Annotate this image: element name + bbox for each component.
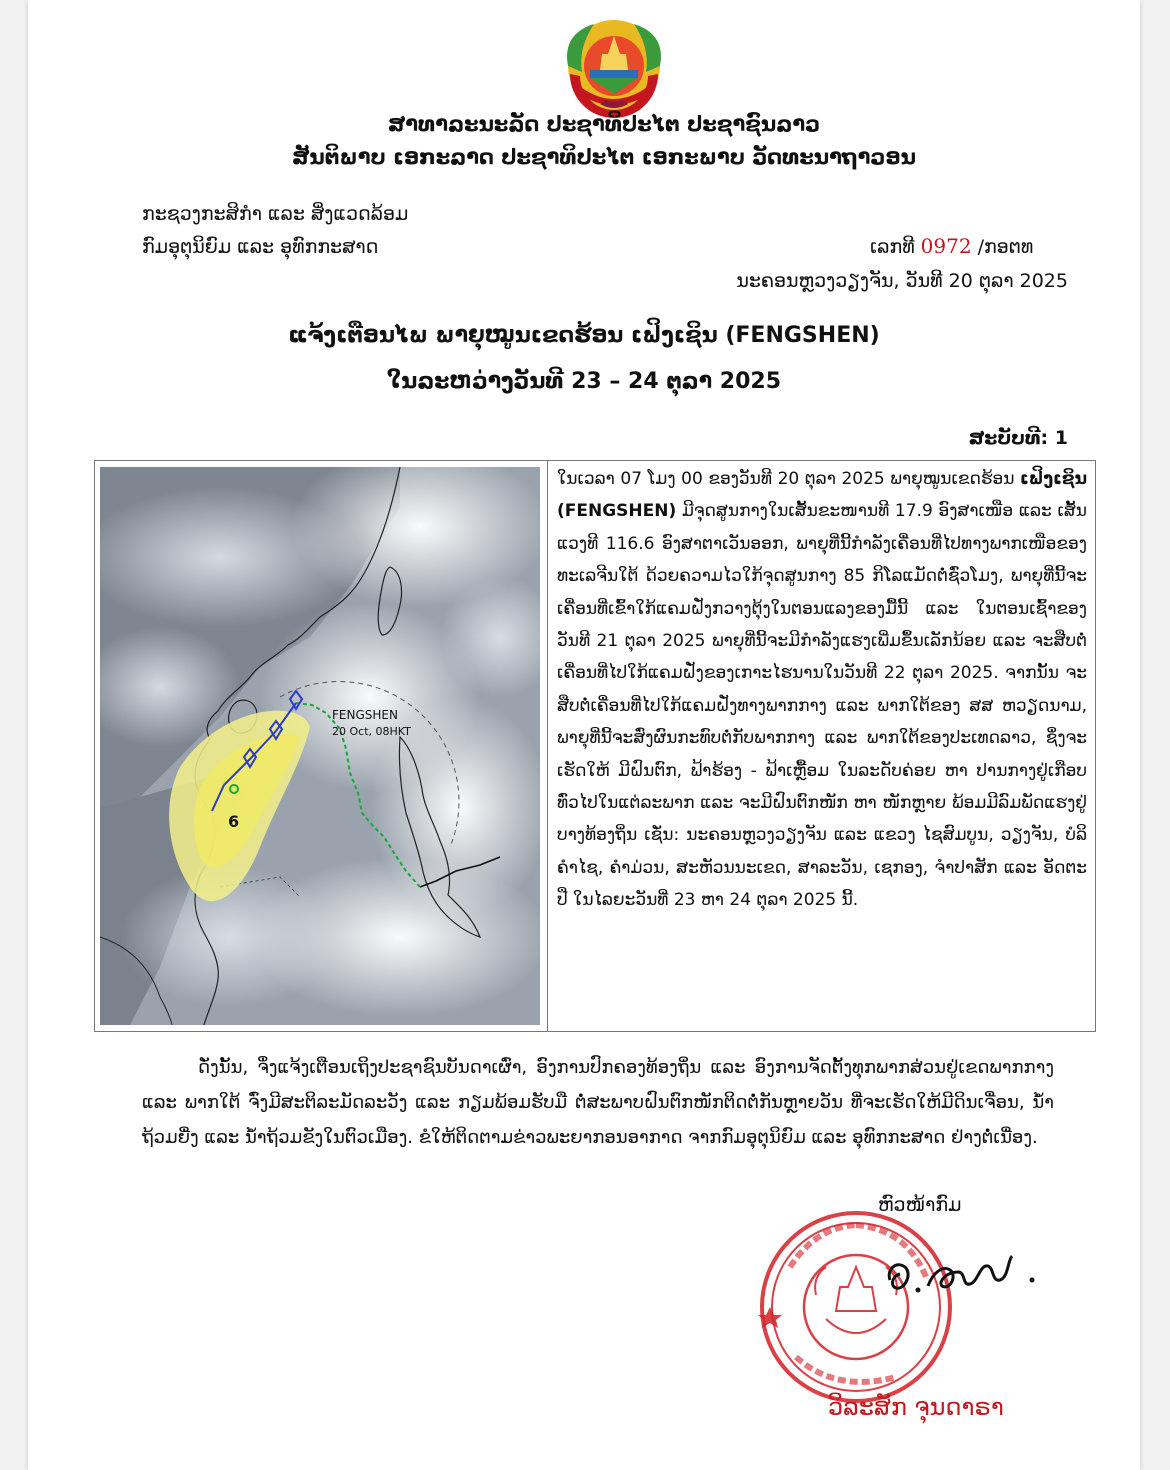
handwritten-signature — [876, 1246, 1052, 1306]
lao-emblem-icon — [556, 14, 672, 118]
ref-number: 0972 — [920, 234, 972, 258]
ref-suffix: /ກອຕທ — [977, 236, 1034, 258]
storm-name: ເຟິງເຊິນ (FENGSHEN) — [557, 469, 1087, 522]
document-title: ແຈ້ງເຕືອນໄພ ພາຍຸໝູນເຂດຮ້ອນ ເຟິງເຊິນ (FENGSHEN) — [288, 323, 880, 348]
official-seal-icon — [756, 1207, 956, 1407]
storm-label: FENGSHEN — [332, 708, 398, 722]
reference-number — [870, 234, 1033, 258]
country-name: ສາທາລະນະລັດ ປະຊາທິປະໄຕ ປະຊາຊົນລາວ — [387, 112, 821, 136]
signatory-title: ຫົວໜ້າກົມ — [878, 1194, 962, 1216]
storm-track-map — [100, 467, 540, 1025]
department-name: ກົມອຸຕຸນິຍົມ ແລະ ອຸທົກກະສາດ — [142, 236, 379, 258]
info-table — [94, 460, 1096, 1032]
svg-text:6: 6 — [228, 812, 240, 831]
storm-description: ໃນເວລາ 07 ໂມງ 00 ຂອງວັນທີ 20 ຕຸລາ 2025 ພາຍຸໝູນເຂດຮ້ອນ ເຟິງເຊິນ (FENGSHEN) ມີຈຸດສູນກາງໃນເສັ້ນຂະໜານທີ 17.9 ອົງສາເໜືອ ແລະ ເສັ້ນແວງທີ 116.6 ອົງສາຕາເວັນອອກ, ພາຍຸທີ່ນີ້ກຳລັງເຄື່ອນທີ່ໄປທາງພາກເໜືອຂອງທະເລຈີນໃຕ້ ດ້ວຍຄວາມໄວໃກ້ຈຸດສູນກາງ 85 ກິໂລແມັດຕໍ່ຊົ່ວໂມງ, ພາຍຸທີ່ນີ້ຈະເຄື່ອນທີ່ເຂົ້າໃກ້ແຄມຝັ່ງກວາງຕຸ້ງໃນຕອນແລງຂອງມື້ນີ້ ແລະ ໃນຕອນເຊົ້າຂອງວັນທີ 21 ຕຸລາ 2025 ພາຍຸທີ່ນີ້ຈະມີກຳລັງແຮງເພີ່ມຂຶ້ນເລັກນ້ອຍ ແລະ ຈະສືບຕໍ່ເຄື່ອນທີ່ໄປໃກ້ແຄມຝັ່ງຂອງເກາະໄຮນານໃນວັນທີ 22 ຕຸລາ 2025. ຈາກນັ້ນ ຈະສືບຕໍ່ເຄື່ອນທີ່ໄປໃກ້ແຄມຝັ່ງທາງພາກກາງ ແລະ ພາກໃຕ້ຂອງ ສສ ຫວຽດນາມ, ພາຍຸທີ່ນີ້ຈະສົ່ງຜົນກະທົບຕໍ່ກັບພາກກາງ ແລະ ພາກໃຕ້ຂອງປະເທດລາວ, ຊຶ່ງຈະເຮັດໃຫ້ ມີຝົນຕົກ, ຟ້າຮ້ອງ - ຟ້າເຫຼື້ອມ ໃນລະດັບຄ່ອຍ ຫາ ປານກາງຢູ່ເກືອບທົ່ວໄປໃນແຕ່ລະພາກ ແລະ ຈະມີຝົນຕົກໜັກ ຫາ ໜັກຫຼາຍ ພ້ອມມີລົມພັດແຮງຢູ່ບາງທ້ອງຖິ່ນ ເຊັ່ນ: ນະຄອນຫຼວງວຽງຈັນ ແລະ ແຂວງ ໄຊສົມບູນ, ວຽງຈັນ, ບໍລິຄຳໄຊ, ຄຳມ່ວນ, ສະຫັວນນະເຂດ, ສາລະວັນ, ເຊກອງ, ຈຳປາສັກ ແລະ ອັດຕະປື ໃນໄລຍະວັນທີ່ 23 ຫາ 24 ຕຸລາ 2025 ນີ້. — [557, 469, 1087, 911]
satellite-map-image — [100, 467, 540, 1025]
ref-prefix: ເລກທີ — [870, 236, 915, 258]
closing-paragraph: ດັ່ງນັ້ນ, ຈຶ່ງແຈ້ງເຕືອນເຖິງປະຊາຊົນບັນດາເຜົ່າ, ອົງການປົກຄອງທ້ອງຖິ່ນ ແລະ ອົງການຈັດຕັ້ງທຸກພາກສ່ວນຢູ່ເຂດພາກກາງ ແລະ ພາກໃຕ້ ຈົ່ງມີສະຕິລະມັດລະວັງ ແລະ ກຽມພ້ອມຮັບມື ຕໍ່ສະພາບຝົນຕົກໜັກຕິດຕໍ່ກັນຫຼາຍວັນ ທີ່ຈະເຮັດໃຫ້ມີດິນເຈື່ອນ, ນ້ຳຖ້ວມຍື່ງ ແລະ ນ້ຳຖ້ວມຂັງໃນຕົວເມືອງ. ຂໍໃຫ້ຕິດຕາມຂ່າວພະຍາກອນອາກາດ ຈາກກົມອຸຕຸນິຍົມ ແລະ ອຸທົກກະສາດ ຢ່າງຕໍ່ເນື່ອງ. — [142, 1057, 1054, 1148]
edition-number: ສະບັບທີ: 1 — [968, 427, 1068, 449]
ministry-name: ກະຊວງກະສິກຳ ແລະ ສິ່ງແວດລ້ອມ — [142, 203, 409, 225]
signatory-name: ວິລະສັກ ຈຸນດາຣາ — [828, 1393, 1004, 1421]
document-date: ນະຄອນຫຼວງວຽງຈັນ, ວັນທີ 20 ຕຸລາ 2025 — [736, 270, 1068, 292]
document-page — [28, 0, 1140, 1470]
national-motto: ສັນຕິພາບ ເອກະລາດ ປະຊາທິປະໄຕ ເອກະພາບ ວັດທະນາຖາວອນ — [292, 145, 916, 169]
storm-time: 20 Oct, 08HKT — [332, 725, 411, 738]
document-subtitle: ໃນລະຫວ່າງວັນທີ 23 – 24 ຕຸລາ 2025 — [386, 369, 782, 394]
table-divider — [547, 461, 548, 1031]
